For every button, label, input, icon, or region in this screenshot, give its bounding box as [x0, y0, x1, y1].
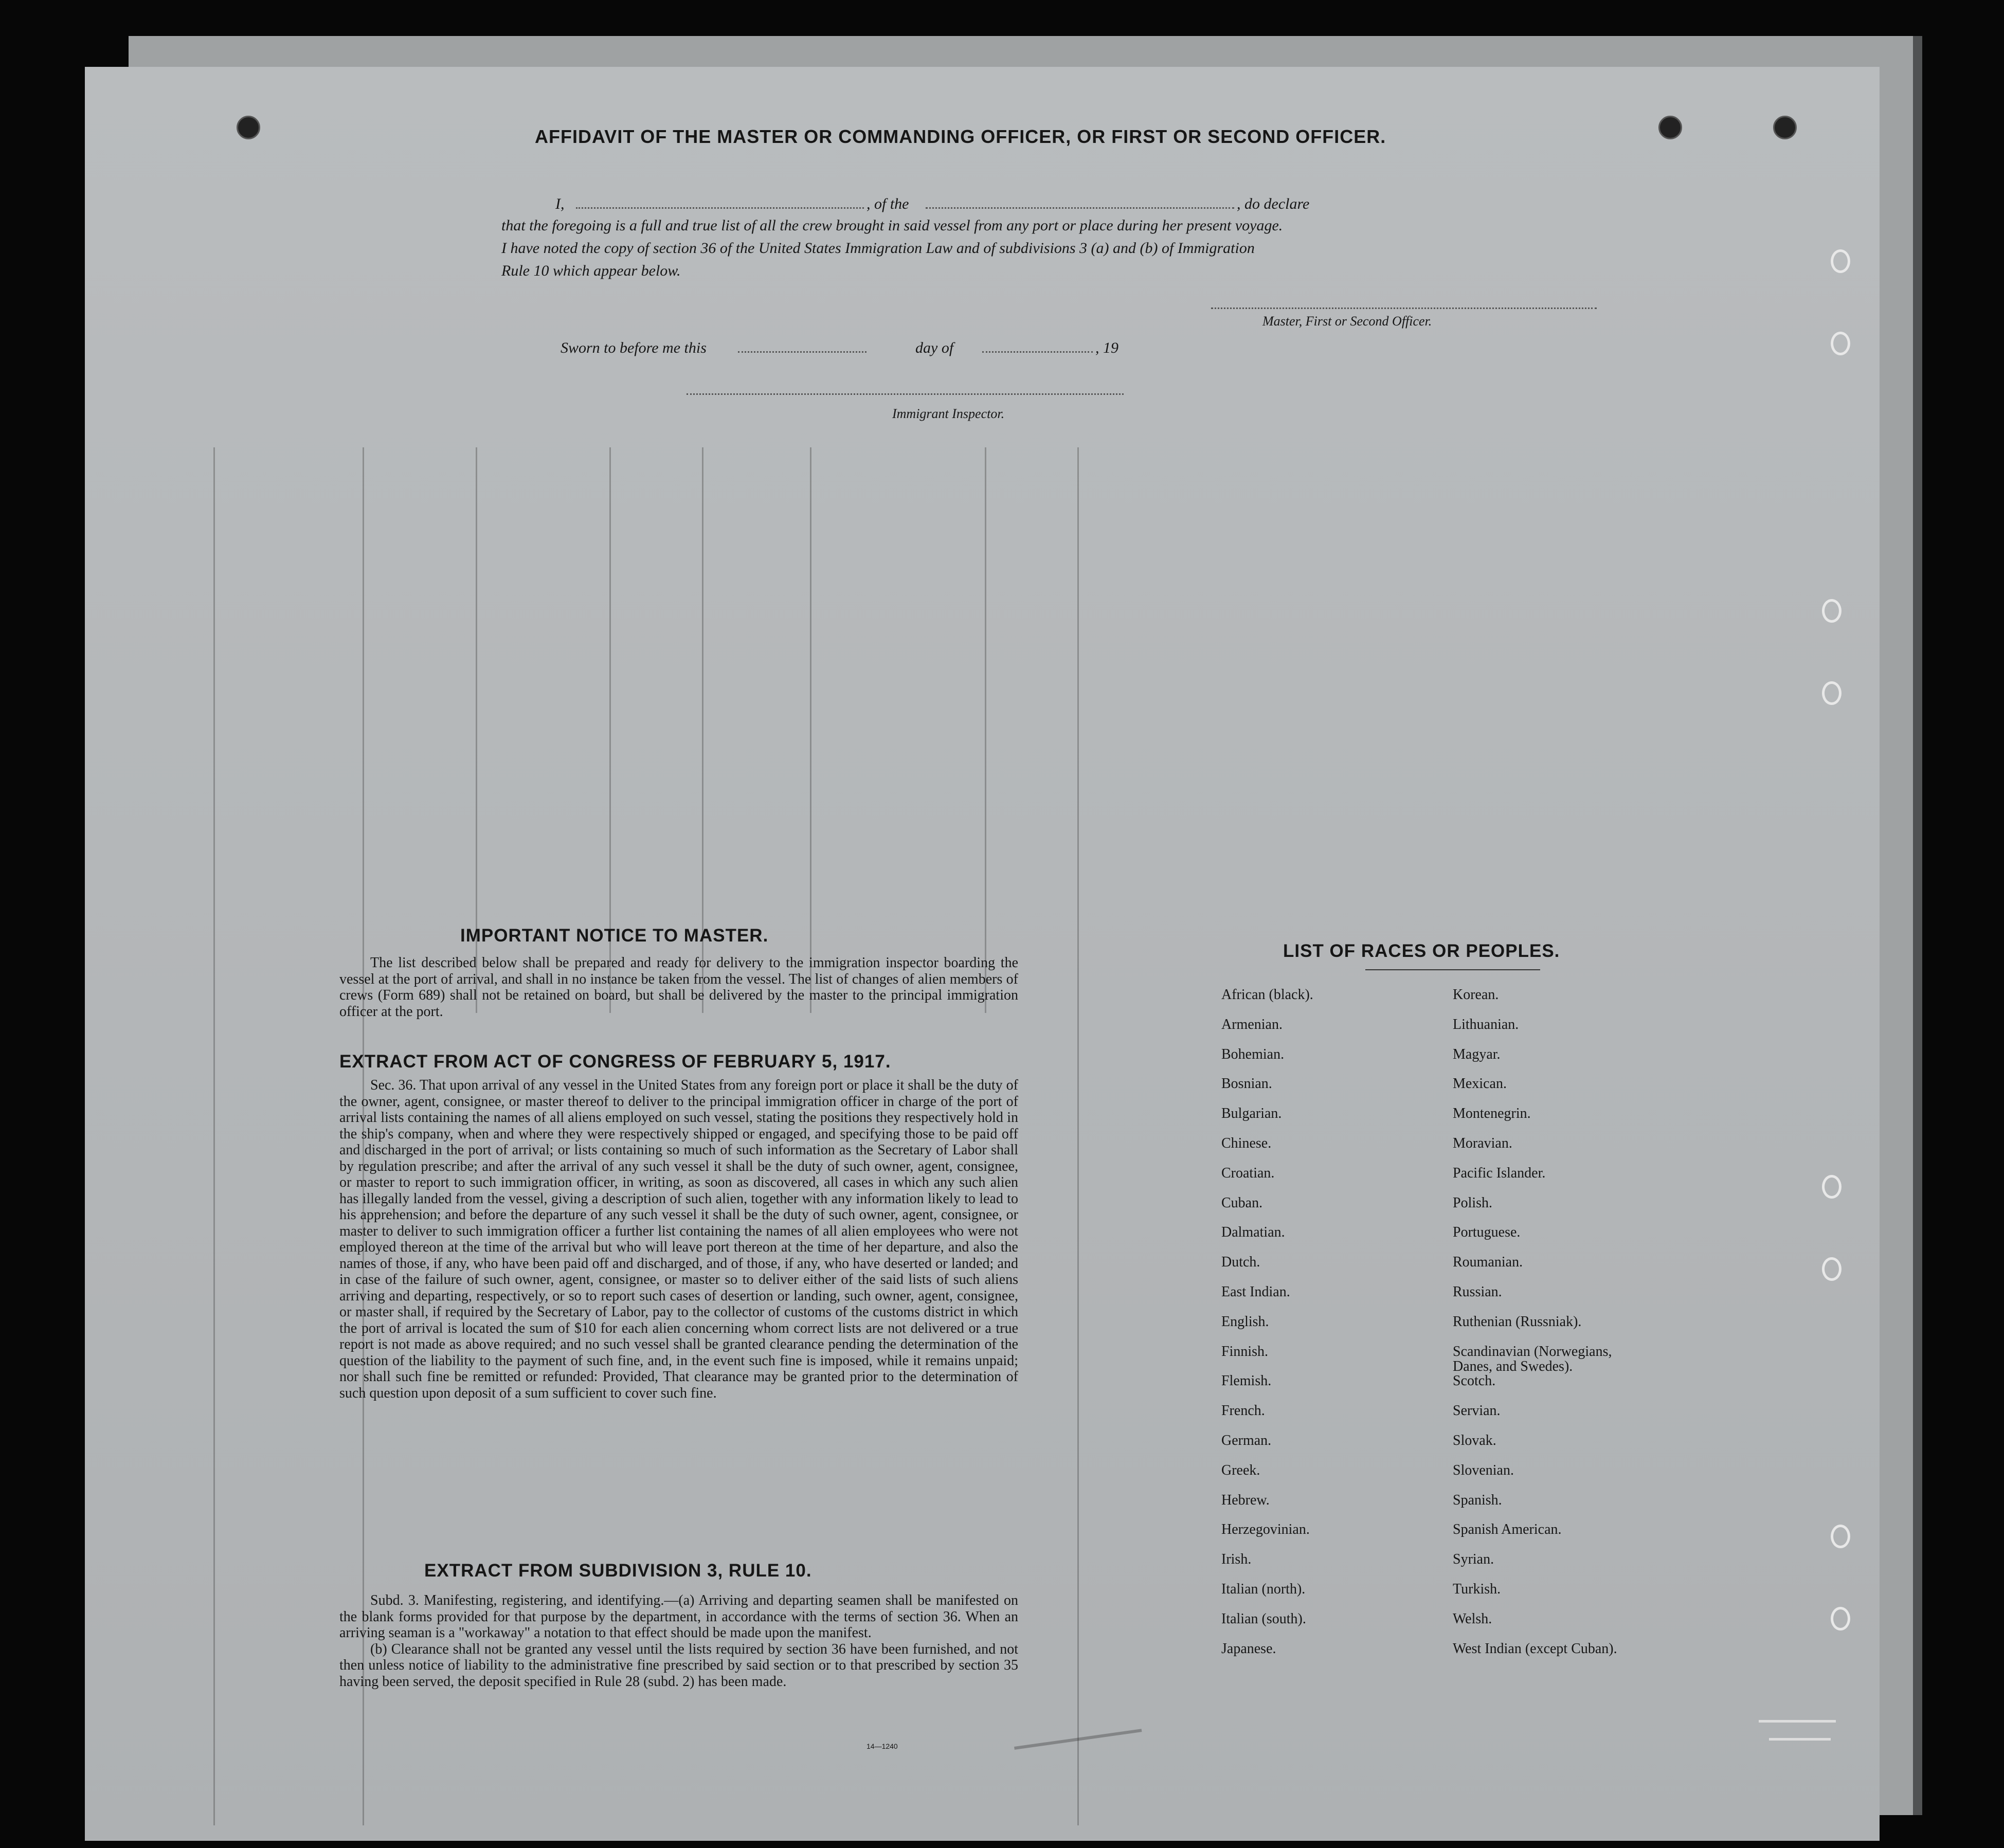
race-item: Herzegovinian.: [1221, 1521, 1310, 1538]
race-item: Italian (north).: [1221, 1581, 1306, 1597]
race-item: Bosnian.: [1221, 1076, 1272, 1092]
races-column-1: [1221, 987, 1313, 1671]
binder-ring: [1822, 681, 1841, 705]
race-item: Japanese.: [1221, 1640, 1276, 1657]
race-item: Hebrew.: [1221, 1492, 1270, 1508]
race-item: Ruthenian (Russniak).: [1453, 1313, 1582, 1330]
race-item: Roumanian.: [1453, 1254, 1523, 1271]
form-code: 14—1240: [866, 1742, 898, 1750]
punch-hole: [1658, 116, 1682, 139]
punch-hole: [237, 116, 260, 139]
binder-ring: [1822, 599, 1841, 623]
race-item: Magyar.: [1453, 1046, 1501, 1062]
binder-ring: [1831, 249, 1850, 273]
margin-mark: [1759, 1720, 1836, 1723]
race-item: Croatian.: [1221, 1165, 1275, 1181]
affidavit-text-line-3: Rule 10 which appear below.: [501, 262, 681, 279]
master-signature-blank[interactable]: [1211, 307, 1597, 309]
binder-ring: [1822, 1257, 1841, 1281]
races-column-2: [1453, 987, 1617, 1671]
extract-rule-body: [339, 1592, 1018, 1690]
race-item: Montenegrin.: [1453, 1106, 1531, 1122]
race-item: Scandinavian (Norwegians, Danes, and Swedes).: [1453, 1343, 1612, 1374]
subdivision-b-paragraph: (b) Clearance shall not be granted any vessel until the lists required by section 36 have been furnished, and not then unless notice of liability to the administrative fine prescribed by said section or to that prescribed by section 35 having been served, the deposit specified in Rule 28 (subd. 2) has been made.: [339, 1641, 1018, 1690]
extract-act-title: EXTRACT FROM ACT OF CONGRESS OF FEBRUARY 5, 1917.: [339, 1052, 891, 1072]
race-item: Greek.: [1221, 1462, 1260, 1478]
faint-signature: [1008, 1683, 1142, 1750]
race-item: English.: [1221, 1313, 1269, 1330]
affidavit-text-line-2: I have noted the copy of section 36 of the United States Immigration Law and of subdivisions 3 (a) and (b) of Immigration: [501, 240, 1255, 257]
master-signature-label: Master, First or Second Officer.: [1262, 314, 1432, 329]
race-item: Slovenian.: [1453, 1462, 1514, 1478]
sworn-day-blank[interactable]: [738, 351, 866, 353]
race-item: Russian.: [1453, 1283, 1502, 1300]
race-item: Finnish.: [1221, 1343, 1269, 1360]
punch-hole: [1773, 116, 1797, 139]
race-item: Lithuanian.: [1453, 1016, 1519, 1032]
name-blank[interactable]: [576, 207, 864, 209]
race-item: Moravian.: [1453, 1135, 1512, 1151]
race-item: Welsh.: [1453, 1610, 1492, 1627]
notice-paragraph: The list described below shall be prepared and ready for delivery to the immigration inspector boarding the vessel at the port of arrival, and shall in no instance be taken from the vessel. The list of changes of alien members of crews (Form 689) shall not be retained on board, but shall be delivered by the master to the principal immigration officer at the port.: [339, 955, 1018, 1020]
race-item: Spanish American.: [1453, 1521, 1562, 1538]
race-item: Servian.: [1453, 1403, 1501, 1419]
race-item: West Indian (except Cuban).: [1453, 1640, 1617, 1657]
subdivision-a-paragraph: Subd. 3. Manifesting, registering, and identifying.—(a) Arriving and departing seamen shall be manifested on the blank forms provided for that purpose by the department, in accordance with the terms of section 36. When an arriving seaman is a "workaway" a notation to that effect should be made upon the manifest.: [339, 1592, 1018, 1641]
margin-mark: [1769, 1738, 1831, 1741]
bleed-column-rule: [810, 447, 811, 1013]
race-item: Turkish.: [1453, 1581, 1501, 1597]
notice-title: IMPORTANT NOTICE TO MASTER.: [460, 926, 769, 946]
race-item: German.: [1221, 1432, 1272, 1448]
race-item: Mexican.: [1453, 1076, 1507, 1092]
race-item: East Indian.: [1221, 1283, 1290, 1300]
inspector-signature-blank[interactable]: [687, 393, 1124, 395]
race-item: Cuban.: [1221, 1194, 1263, 1211]
race-item: Dalmatian.: [1221, 1224, 1285, 1241]
declare-do-declare: , do declare: [1237, 195, 1310, 212]
binder-ring: [1831, 1525, 1850, 1548]
sworn-prefix: Sworn to before me this: [561, 339, 707, 356]
race-item: Pacific Islander.: [1453, 1165, 1546, 1181]
race-item: Armenian.: [1221, 1016, 1283, 1032]
document-sheet: [85, 67, 1880, 1841]
binder-ring: [1831, 1607, 1850, 1630]
race-item: Bohemian.: [1221, 1046, 1285, 1062]
race-item: Chinese.: [1221, 1135, 1272, 1151]
section-36-paragraph: Sec. 36. That upon arrival of any vessel in the United States from any foreign port or place it shall be the duty of the owner, agent, consignee, or master thereof to deliver to the principal immigration officer in charge of the port of arrival lists containing the names of all aliens employed on such vessel, stating the positions they respectively hold in the ship's company, when and where they were respectively shipped or engaged, and specifying those to be paid off and discharged in the port of arrival; or lists containing so much of such information as the Secretary of Labor shall by regulation prescribe; and after the arrival of any such vessel it shall be the duty of such owner, agent, consignee, or master to report to such immigration officer, in writing, as soon as discovered, all cases in which any such alien has illegally landed from the vessel, giving a description of such alien, together with any information likely to lead to his apprehension; and before the departure of any such vessel it shall be the duty of such owner, agent, consignee, or master to deliver to such immigration officer a further list containing the names of all alien employees who were not employed thereon at the time of the arrival but who will leave port thereon at the time of her departure, and also the names of those, if any, who have been paid off and discharged, and of those, if any, who have deserted or landed; and in case of the failure of such owner, agent, consignee, or master so to deliver either of the said lists of such aliens arriving and departing, respectively, or so to report such cases of desertion or landing, such owner, agent, consignee, or master shall, if required by the Secretary of Labor, pay to the collector of customs of the customs district in which the port of arrival is located the sum of $10 for each alien concerning whom correct lists are not delivered or a true report is not made as above required; and no such vessel shall be granted clearance pending the determination of the question of the liability to the payment of such fine, and, in the event such fine is imposed, while it remains unpaid; nor shall such fine be remitted or refunded: Provided, That clearance may be granted prior to the determination of such question upon deposit of a sum sufficient to cover such fine.: [339, 1077, 1018, 1401]
races-title: LIST OF RACES OR PEOPLES.: [1283, 941, 1560, 961]
binder-ring: [1831, 332, 1850, 355]
race-item: Portuguese.: [1453, 1224, 1521, 1241]
declare-i: I,: [555, 195, 565, 212]
sworn-day-of: day of: [915, 339, 954, 356]
race-item: French.: [1221, 1403, 1265, 1419]
inspector-label: Immigrant Inspector.: [892, 406, 1005, 421]
extract-act-body: [339, 1077, 1018, 1401]
race-item: Bulgarian.: [1221, 1106, 1282, 1122]
extract-rule-title: EXTRACT FROM SUBDIVISION 3, RULE 10.: [424, 1561, 812, 1581]
bleed-column-rule: [213, 447, 215, 1825]
race-item: Flemish.: [1221, 1373, 1272, 1389]
race-item: African (black).: [1221, 987, 1313, 1003]
races-title-underline: [1365, 969, 1540, 970]
race-item: Korean.: [1453, 987, 1499, 1003]
bleed-column-rule: [985, 447, 986, 1013]
race-item: Polish.: [1453, 1194, 1493, 1211]
bleed-column-rule: [1077, 447, 1079, 1825]
race-item: Slovak.: [1453, 1432, 1496, 1448]
binder-ring: [1822, 1175, 1841, 1199]
affidavit-title: AFFIDAVIT OF THE MASTER OR COMMANDING OFFICER, OR FIRST OR SECOND OFFICER.: [535, 126, 1386, 147]
race-item: Scotch.: [1453, 1373, 1496, 1389]
notice-body: [339, 955, 1018, 1020]
sworn-year: , 19: [1095, 339, 1118, 356]
race-item: Syrian.: [1453, 1551, 1494, 1568]
declare-of-the: , of the: [866, 195, 909, 212]
vessel-blank[interactable]: [926, 207, 1234, 209]
race-item: Dutch.: [1221, 1254, 1260, 1271]
affidavit-text-line-1: that the foregoing is a full and true list of all the crew brought in said vessel from any port or place during her present voyage.: [501, 217, 1283, 234]
race-item: Irish.: [1221, 1551, 1252, 1568]
race-item: Italian (south).: [1221, 1610, 1306, 1627]
race-item: Spanish.: [1453, 1492, 1502, 1508]
sworn-month-blank[interactable]: [982, 351, 1093, 353]
